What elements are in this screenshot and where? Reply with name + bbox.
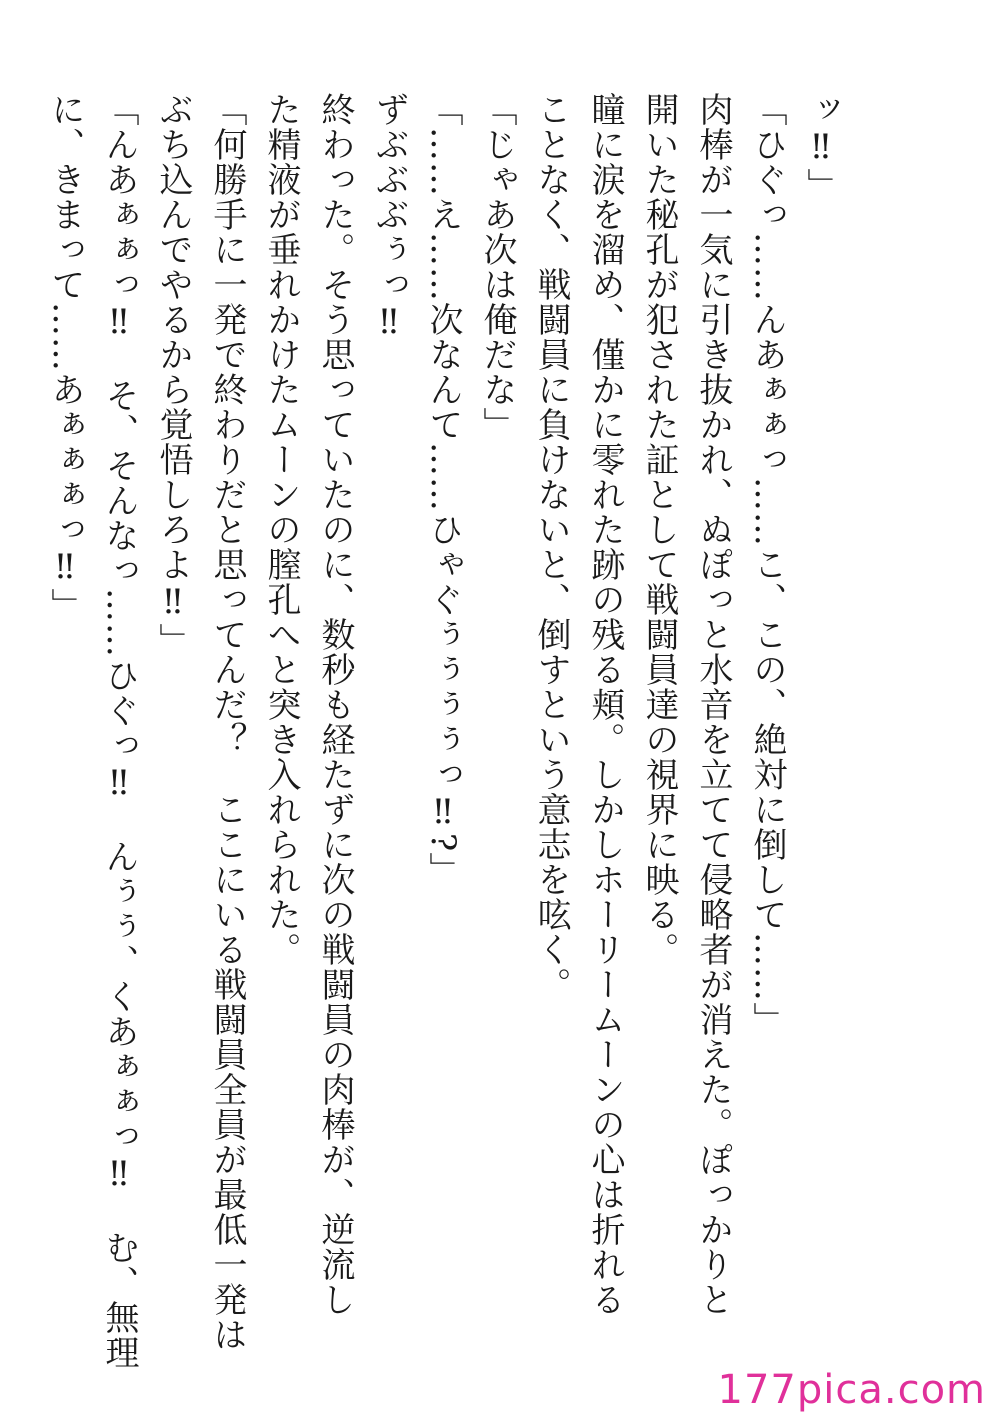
text-line: 肉棒が一気に引き抜かれ、ぬぽっと水音を立てて侵略者が消えた。ぽっかりと [693, 92, 733, 1317]
text-line: た精液が垂れかけたムーンの膣孔へと突き入れられた。 [261, 92, 301, 967]
text-line: ッ‼」 [801, 92, 841, 203]
vertical-text-body [38, 92, 848, 1370]
text-line: 「何勝手に一発で終わりだと思ってんだ？ ここにいる戦闘員全員が最低一発は [207, 92, 247, 1352]
watermark: 177pica.com [717, 1367, 986, 1413]
text-line: 「んあぁぁっ‼ そ、そんなっ……ひぐっ‼ んぅぅ、くあぁぁっ‼ む、無理 [99, 92, 139, 1370]
text-line: 「ひぐっ……んあぁぁっ……こ、この、絶対に倒して……」 [747, 92, 787, 1037]
text-line: ぶち込んでやるから覚悟しろよ‼」 [153, 92, 193, 658]
text-line: 「じゃあ次は俺だな」 [477, 92, 517, 442]
text-line: 瞳に涙を溜め、僅かに零れた跡の残る頬。しかしホーリームーンの心は折れる [585, 92, 625, 1317]
text-line: ずぶぶぶぅっ‼ [369, 92, 409, 343]
text-line: に、きまって……あぁぁぁっ‼」 [45, 92, 85, 623]
text-line: ことなく、戦闘員に負けないと、倒すという意志を呟く。 [531, 92, 571, 1002]
text-line: 開いた秘孔が犯された証として戦闘員達の視界に映る。 [639, 92, 679, 967]
text-line: 終わった。そう思っていたのに、数秒も経たずに次の戦闘員の肉棒が、逆流し [315, 92, 355, 1317]
text-line: 「……え……次なんて……ひゃぐぅぅぅぅっ‼?」 [423, 92, 463, 888]
